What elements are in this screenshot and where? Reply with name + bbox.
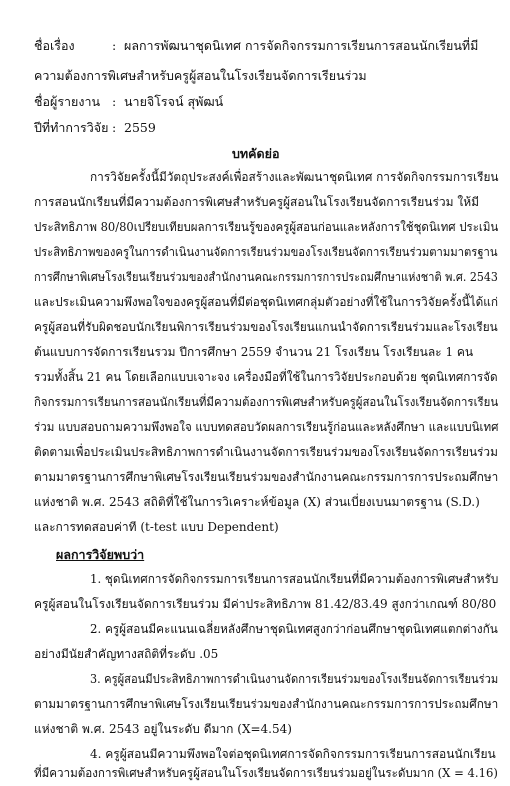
abstract-line: ร่วม แบบสอบถามความพึงพอใจ แบบทดสอบวัดผลการเรียนรู้ก่อนและหลังศึกษา และแบบนิเทศ <box>34 420 499 434</box>
author-name: นายจิโรจน์ สุพัฒน์ <box>124 94 224 109</box>
year-label: ปีที่ทำการวิจัย <box>34 120 109 135</box>
result-line: 4. ครูผู้สอนมีความพึงพอใจต่อชุดนิเทศการจัดกิจกรรมการเรียนการสอนนักเรียน <box>90 747 496 761</box>
year-separator: : <box>112 120 117 135</box>
result-line: ตามมาตรฐานการศึกษาพิเศษโรงเรียนเรียนร่วมของสำนักงานคณะกรรมการการประถมศึกษา <box>34 697 499 711</box>
abstract-line: ติดตามเพื่อประเมินประสิทธิภาพการดำเนินงานจัดการเรียนร่วมของโรงเรียนจัดการเรียนร่วม <box>34 445 498 459</box>
year-value: 2559 <box>124 120 156 135</box>
author-label: ชื่อผู้รายงาน <box>34 94 101 109</box>
abstract-line: ครูผู้สอนที่รับผิดชอบนักเรียนพิการเรียนร่วมของโรงเรียนแกนนำจัดการเรียนร่วมและโรงเรียน <box>34 320 498 334</box>
abstract-line: ประสิทธิภาพของครูในการดำเนินงานจัดการเรียนร่วมของโรงเรียนจัดการเรียนร่วมตามมาตรฐาน <box>34 245 498 259</box>
abstract-line: ตามมาตรฐานการศึกษาพิเศษโรงเรียนเรียนร่วมของสำนักงานคณะกรรมการการประถมศึกษา <box>34 470 499 484</box>
result-line: 3. ครูผู้สอนมีประสิทธิภาพการดำเนินงานจัดการเรียนร่วมของโรงเรียนจัดการเรียนร่วม <box>90 672 499 686</box>
result-line: อย่างมีนัยสำคัญทางสถิติที่ระดับ .05 <box>34 647 219 661</box>
title-label: ชื่อเรื่อง <box>34 38 75 53</box>
abstract-line: และประเมินความพึงพอใจของครูผู้สอนที่มีต่อชุดนิเทศกลุ่มตัวอย่างที่ใช้ในการวิจัยครั้งนี้ได้แก่ <box>34 295 499 309</box>
title-continuation: ความต้องการพิเศษสำหรับครูผู้สอนในโรงเรียนจัดการเรียนร่วม <box>34 68 367 83</box>
year-row <box>34 118 156 138</box>
abstract-line: การศึกษาพิเศษโรงเรียนเรียนร่วมของสำนักงานคณะกรรมการการประถมศึกษาแห่งชาติ พ.ศ. 2543 <box>34 270 498 284</box>
title-row <box>34 36 478 56</box>
abstract-line: ประสิทธิภาพ 80/80เปรียบเทียบผลการเรียนรู้ของครูผู้สอนก่อนและหลังการใช้ชุดนิเทศ ประเมิน <box>34 220 499 234</box>
abstract-line: กิจกรรมการเรียนการสอนนักเรียนที่มีความต้องการพิเศษสำหรับครูผู้สอนในโรงเรียนจัดการเรียน <box>34 395 499 409</box>
author-row <box>34 92 223 112</box>
title-text: ผลการพัฒนาชุดนิเทศ การจัดกิจกรรมการเรียนการสอนนักเรียนที่มี <box>124 38 479 53</box>
abstract-line: การสอนนักเรียนที่มีความต้องการพิเศษสำหรับครูผู้สอนในโรงเรียนจัดการเรียนร่วม ให้มี <box>34 195 480 209</box>
abstract-line: แห่งชาติ พ.ศ. 2543 สถิติที่ใช้ในการวิเคราะห์ข้อมูล (X) ส่วนเบี่ยงเบนมาตรฐาน (S.D.) <box>34 495 480 509</box>
author-separator: : <box>112 94 117 109</box>
abstract-heading: บทคัดย่อ <box>232 146 280 161</box>
abstract-line: และการทดสอบค่าที (t-test แบบ Dependent) <box>34 520 279 534</box>
results-heading: ผลการวิจัยพบว่า <box>56 547 145 562</box>
title-separator: : <box>112 38 117 53</box>
result-line: ที่มีความต้องการพิเศษสำหรับครูผู้สอนในโรงเรียนจัดการเรียนร่วมอยู่ในระดับมาก (X = 4.16) <box>34 766 498 780</box>
abstract-line: ต้นแบบการจัดการเรียนรวม ปีการศึกษา 2559 จำนวน 21 โรงเรียน โรงเรียนละ 1 คน <box>34 345 474 359</box>
result-line: 2. ครูผู้สอนมีคะแนนเฉลี่ยหลังศึกษาชุดนิเทศสูงกว่าก่อนศึกษาชุดนิเทศแตกต่างกัน <box>90 622 498 636</box>
abstract-line: รวมทั้งสิ้น 21 คน โดยเลือกแบบเจาะจง เครื่องมือที่ใช้ในการวิจัยประกอบด้วย ชุดนิเทศการจัด <box>34 370 498 384</box>
result-line: แห่งชาติ พ.ศ. 2543 อยู่ในระดับ ดีมาก (X=4.54) <box>34 722 292 736</box>
abstract-line: การวิจัยครั้งนี้มีวัตถุประสงค์เพื่อสร้างและพัฒนาชุดนิเทศ การจัดกิจกรรมการเรียน <box>90 170 499 184</box>
result-line: ครูผู้สอนในโรงเรียนจัดการเรียนร่วม มีค่าประสิทธิภาพ 81.42/83.49 สูงกว่าเกณฑ์ 80/80 <box>34 597 497 611</box>
result-line: 1. ชุดนิเทศการจัดกิจกรรมการเรียนการสอนนักเรียนที่มีความต้องการพิเศษสำหรับ <box>90 572 499 586</box>
